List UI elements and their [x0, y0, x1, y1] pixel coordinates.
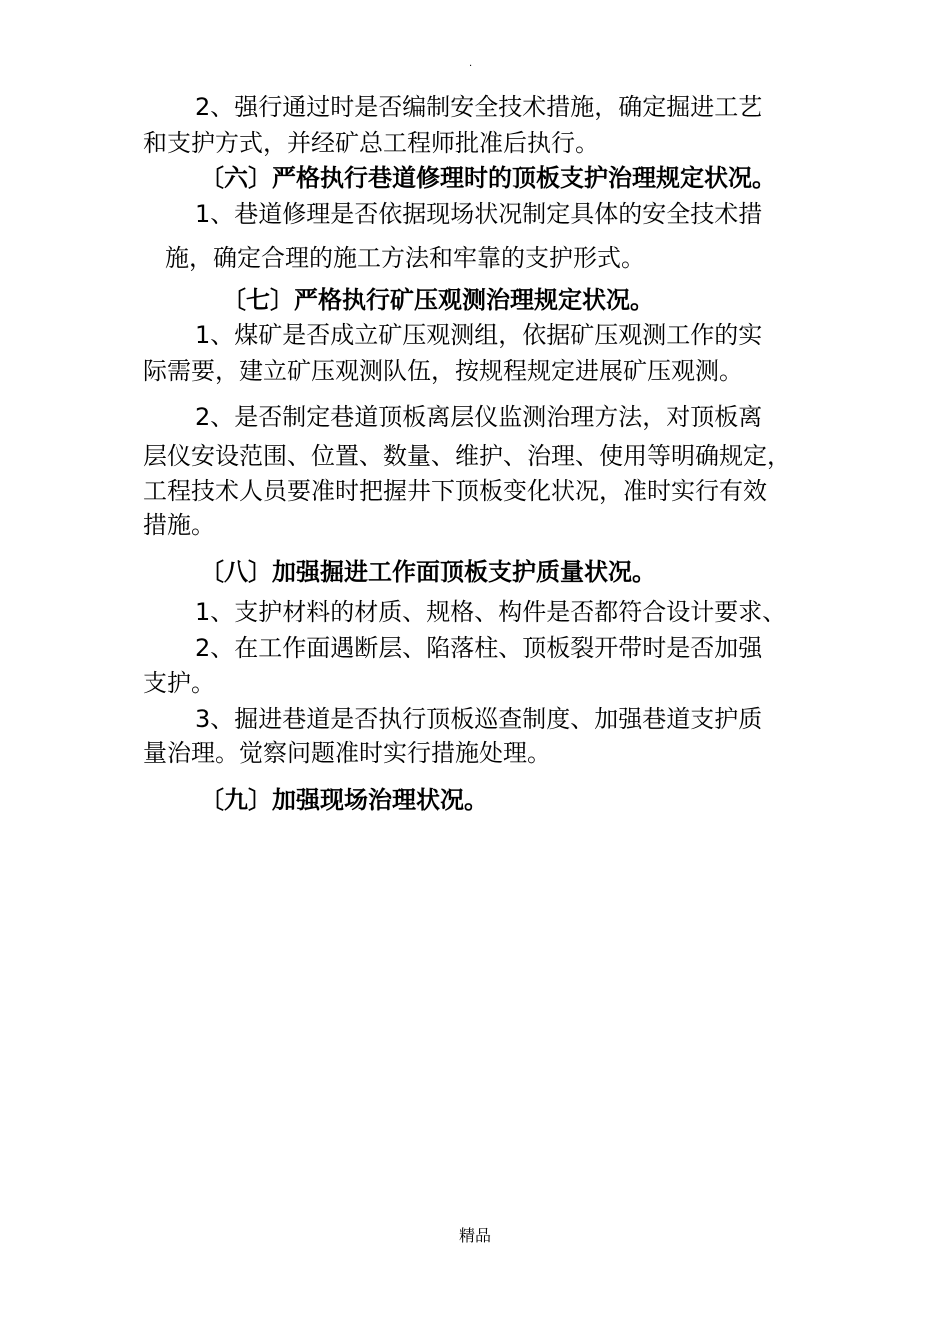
item-7-2-line3: 工程技术人员要准时把握井下顶板变化状况，准时实行有效: [143, 477, 767, 505]
item-8-1: 1、支护材料的材质、规格、构件是否都符合设计要求、: [195, 598, 787, 626]
item-2-line2: 和支护方式，并经矿总工程师批准后执行。: [143, 129, 599, 157]
footer-label: 精品: [458, 1226, 491, 1245]
header-dot: .: [469, 58, 473, 69]
item-8-2-line1: 2、在工作面遇断层、陷落柱、顶板裂开带时是否加强: [195, 634, 763, 662]
heading-9: 〔九〕加强现场治理状况。: [200, 786, 488, 814]
item-8-2-line2: 支护。: [143, 669, 215, 697]
heading-8: 〔八〕加强掘进工作面顶板支护质量状况。: [200, 558, 656, 586]
item-7-1-line1: 1、煤矿是否成立矿压观测组，依据矿压观测工作的实: [195, 321, 763, 349]
item-8-3-line2: 量治理。觉察问题准时实行措施处理。: [143, 739, 551, 767]
item-6-1-line1: 1、巷道修理是否依据现场状况制定具体的安全技术措: [195, 200, 763, 228]
item-7-2-line2: 层仪安设范围、位置、数量、维护、治理、使用等明确规定，: [143, 442, 791, 470]
item-7-1-line2: 际需要，建立矿压观测队伍，按规程规定进展矿压观测。: [143, 357, 743, 385]
item-2-line1: 2、强行通过时是否编制安全技术措施，确定掘进工艺: [195, 93, 763, 121]
item-7-2-line1: 2、是否制定巷道顶板离层仪监测治理方法，对顶板离: [195, 403, 763, 431]
item-8-3-line1: 3、掘进巷道是否执行顶板巡查制度、加强巷道支护质: [195, 705, 763, 733]
heading-7: 〔七〕严格执行矿压观测治理规定状况。: [222, 286, 654, 314]
item-6-1-line2: 施，确定合理的施工方法和牢靠的支护形式。: [165, 244, 645, 272]
heading-6: 〔六〕严格执行巷道修理时的顶板支护治理规定状况。: [200, 164, 776, 192]
item-7-2-line4: 措施。: [143, 511, 215, 539]
